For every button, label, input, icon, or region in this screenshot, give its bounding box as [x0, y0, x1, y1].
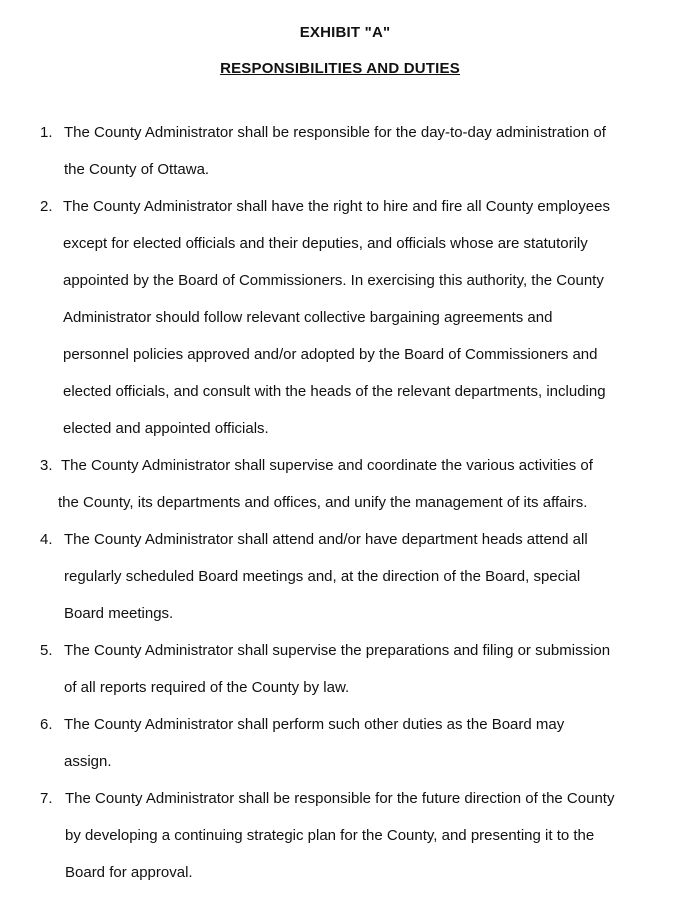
- duty-item-7: [0, 780, 698, 891]
- duty-line: appointed by the Board of Commissioners. In exercising this authority, the County: [63, 272, 604, 289]
- duty-line: Board meetings.: [64, 605, 174, 622]
- duty-number: 7.: [40, 790, 53, 807]
- duty-number: 2.: [40, 198, 53, 215]
- duty-line: of all reports required of the County by law.: [64, 679, 350, 696]
- duties-list: [0, 114, 698, 891]
- duty-number: 3.: [40, 457, 53, 474]
- duty-line: the County of Ottawa.: [64, 161, 210, 178]
- duty-text: [64, 114, 698, 188]
- duty-line: assign.: [64, 753, 112, 770]
- duty-line: regularly scheduled Board meetings and, at the direction of the Board, special: [64, 568, 581, 585]
- duty-number: 6.: [40, 716, 53, 733]
- duty-text: [64, 632, 698, 706]
- duty-line: The County Administrator shall be responsible for the future direction of the County: [65, 790, 615, 807]
- duty-line: by developing a continuing strategic plan for the County, and presenting it to the: [65, 827, 595, 844]
- duty-item-5: [0, 632, 698, 706]
- duty-number: 5.: [40, 642, 53, 659]
- duty-line: Administrator should follow relevant collective bargaining agreements and: [63, 309, 553, 326]
- duty-line: The County Administrator shall be responsible for the day-to-day administration of: [64, 124, 606, 141]
- duty-item-1: [0, 114, 698, 188]
- duty-number: 4.: [40, 531, 53, 548]
- duty-line: The County Administrator shall have the right to hire and fire all County employees: [63, 198, 610, 215]
- duty-item-6: [0, 706, 698, 780]
- duty-line: Board for approval.: [65, 864, 193, 881]
- duty-line: The County Administrator shall perform such other duties as the Board may: [64, 716, 565, 733]
- duty-text: [64, 521, 698, 632]
- duty-number: 1.: [40, 124, 53, 141]
- duty-line: elected officials, and consult with the heads of the relevant departments, including: [63, 383, 606, 400]
- duty-text: [58, 447, 698, 521]
- duty-item-4: [0, 521, 698, 632]
- duty-line: The County Administrator shall supervise the preparations and filing or submission: [64, 642, 611, 659]
- duty-line: the County, its departments and offices, and unify the management of its affairs.: [58, 494, 588, 511]
- duty-item-3: [0, 447, 698, 521]
- duty-line: except for elected officials and their deputies, and officials whose are statutorily: [63, 235, 588, 252]
- duty-line: elected and appointed officials.: [63, 420, 269, 437]
- duty-text: [63, 188, 698, 447]
- duty-text: [64, 706, 698, 780]
- section-title: RESPONSIBILITIES AND DUTIES: [220, 60, 460, 77]
- duty-text: [65, 780, 698, 891]
- duty-line: The County Administrator shall supervise and coordinate the various activities of: [61, 457, 593, 474]
- duty-line: personnel policies approved and/or adopted by the Board of Commissioners and: [63, 346, 598, 363]
- exhibit-title: EXHIBIT "A": [299, 24, 391, 41]
- duty-line: The County Administrator shall attend and/or have department heads attend all: [64, 531, 588, 548]
- duty-item-2: [0, 188, 698, 447]
